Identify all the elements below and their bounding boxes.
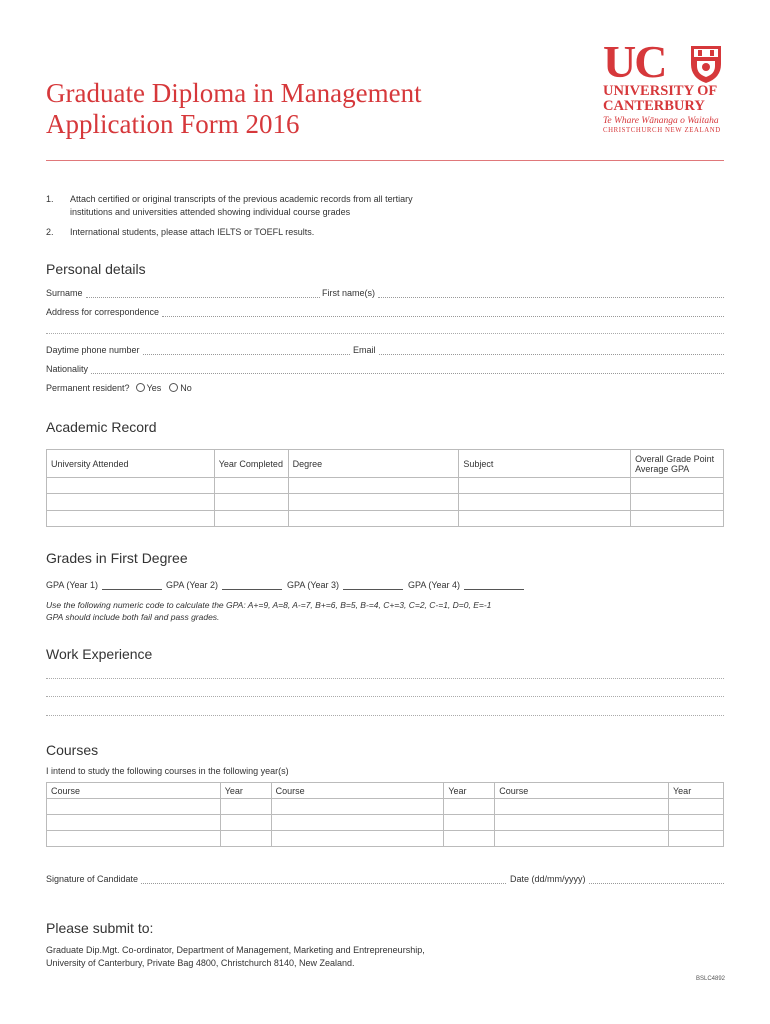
table-cell[interactable]	[495, 799, 669, 815]
table-cell[interactable]	[220, 815, 271, 831]
section-heading-academic: Academic Record	[46, 419, 157, 435]
table-cell[interactable]	[495, 815, 669, 831]
address-field[interactable]	[46, 307, 724, 317]
logo-maori-name: Te Whare Wānanga o Waitaha	[603, 116, 719, 126]
gpa-label: GPA (Year 1)	[46, 580, 99, 590]
column-header: Course	[47, 783, 221, 799]
phone-label: Daytime phone number	[46, 345, 140, 355]
header-divider	[46, 160, 724, 161]
title-line-2: Application Form 2016	[46, 109, 300, 139]
submit-address-line-2: University of Canterbury, Private Bag 4800, Christchurch 8140, New Zealand.	[46, 958, 355, 968]
work-experience-line[interactable]	[46, 696, 724, 697]
table-cell[interactable]	[631, 494, 724, 511]
table-cell[interactable]	[220, 831, 271, 847]
table-cell[interactable]	[214, 478, 288, 494]
first-names-label: First name(s)	[322, 288, 376, 298]
date-label: Date (dd/mm/yyyy)	[510, 874, 586, 884]
table-cell[interactable]	[495, 831, 669, 847]
resident-question	[46, 383, 192, 393]
section-heading-work: Work Experience	[46, 646, 153, 662]
gpa-note	[46, 599, 491, 623]
title-line-1: Graduate Diploma in Management	[46, 78, 422, 108]
column-header: Year Completed	[214, 450, 288, 478]
crest-icon	[689, 44, 723, 84]
instruction-text: Attach certified or original transcripts of the previous academic records from all tertiary institutions and universities attended showing individual course grades	[70, 194, 413, 217]
logo-letters: UC	[603, 36, 666, 87]
table-cell[interactable]	[271, 815, 444, 831]
table-cell[interactable]	[271, 799, 444, 815]
table-header-row	[47, 783, 724, 799]
gpa-year-2-field[interactable]	[166, 580, 282, 590]
radio-yes-label: Yes	[146, 383, 162, 393]
column-header: Year	[669, 783, 724, 799]
submit-address-line-1: Graduate Dip.Mgt. Co-ordinator, Department of Management, Marketing and Entrepreneurship,	[46, 945, 425, 955]
table-cell[interactable]	[47, 831, 221, 847]
signature-label: Signature of Candidate	[46, 874, 139, 884]
column-header: Subject	[459, 450, 631, 478]
first-names-field[interactable]	[322, 288, 724, 298]
table-cell[interactable]	[47, 494, 215, 511]
logo-city: CHRISTCHURCH NEW ZEALAND	[603, 127, 721, 134]
table-row	[47, 494, 724, 511]
email-field[interactable]	[353, 345, 724, 355]
gpa-label: GPA (Year 2)	[166, 580, 219, 590]
resident-no-option[interactable]	[169, 383, 192, 393]
section-heading-personal: Personal details	[46, 261, 146, 277]
table-cell[interactable]	[288, 478, 459, 494]
phone-field[interactable]	[46, 345, 350, 355]
table-row	[47, 478, 724, 494]
table-cell[interactable]	[669, 799, 724, 815]
table-cell[interactable]	[459, 478, 631, 494]
table-cell[interactable]	[669, 831, 724, 847]
section-heading-courses: Courses	[46, 742, 99, 758]
column-header: University Attended	[47, 450, 215, 478]
logo-name-line-1: UNIVERSITY OF	[603, 83, 718, 99]
column-header: Year	[220, 783, 271, 799]
instruction-item-2	[46, 226, 466, 239]
logo-name-line-2: CANTERBURY	[603, 98, 705, 114]
table-cell[interactable]	[631, 478, 724, 494]
radio-no-label: No	[180, 383, 192, 393]
table-cell[interactable]	[220, 799, 271, 815]
nationality-label: Nationality	[46, 364, 89, 374]
column-header: Year	[444, 783, 495, 799]
table-cell[interactable]	[288, 494, 459, 511]
gpa-label: GPA (Year 3)	[287, 580, 340, 590]
email-label: Email	[353, 345, 376, 355]
table-row	[47, 815, 724, 831]
address-label: Address for correspondence	[46, 307, 160, 317]
submit-address	[46, 944, 425, 970]
uc-logo	[603, 36, 725, 136]
gpa-year-4-field[interactable]	[408, 580, 524, 590]
surname-field[interactable]	[46, 288, 320, 298]
table-cell[interactable]	[631, 511, 724, 527]
nationality-field[interactable]	[46, 364, 724, 374]
table-cell[interactable]	[214, 494, 288, 511]
column-header: Course	[495, 783, 669, 799]
table-row	[47, 511, 724, 527]
address-field-line-2[interactable]	[46, 333, 724, 334]
courses-table	[46, 782, 724, 847]
resident-yes-option[interactable]	[136, 383, 162, 393]
work-experience-line[interactable]	[46, 678, 724, 679]
table-cell[interactable]	[47, 815, 221, 831]
table-row	[47, 831, 724, 847]
instruction-number: 1.	[46, 194, 54, 204]
resident-label: Permanent resident?	[46, 383, 130, 393]
table-cell[interactable]	[288, 511, 459, 527]
table-cell[interactable]	[47, 478, 215, 494]
table-cell[interactable]	[669, 815, 724, 831]
gpa-year-1-field[interactable]	[46, 580, 162, 590]
instruction-item-1	[46, 193, 466, 219]
table-row	[47, 799, 724, 815]
column-header: Overall Grade Point Average GPA	[631, 450, 724, 478]
surname-label: Surname	[46, 288, 83, 298]
section-heading-submit: Please submit to:	[46, 920, 154, 936]
gpa-year-3-field[interactable]	[287, 580, 403, 590]
gpa-note-line-1: Use the following numeric code to calculate the GPA: A+=9, A=8, A-=7, B+=6, B=5, B-=4, C+=3, C=2, C-=1, D=0, E=-1	[46, 600, 492, 610]
table-cell[interactable]	[444, 799, 495, 815]
gpa-label: GPA (Year 4)	[408, 580, 461, 590]
radio-no[interactable]	[169, 383, 178, 392]
column-header: Course	[271, 783, 444, 799]
table-cell[interactable]	[47, 799, 221, 815]
instruction-text: International students, please attach IELTS or TOEFL results.	[70, 227, 315, 237]
table-cell[interactable]	[271, 831, 444, 847]
date-field[interactable]	[510, 874, 724, 884]
column-header: Degree	[288, 450, 459, 478]
table-cell[interactable]	[459, 511, 631, 527]
signature-field[interactable]	[46, 874, 506, 884]
table-cell[interactable]	[444, 831, 495, 847]
table-cell[interactable]	[47, 511, 215, 527]
instruction-number: 2.	[46, 227, 54, 237]
work-experience-line[interactable]	[46, 715, 724, 716]
form-code: BSLC4892	[696, 976, 726, 982]
table-header-row	[47, 450, 724, 478]
gpa-note-line-2: GPA should include both fail and pass grades.	[46, 612, 220, 622]
table-cell[interactable]	[459, 494, 631, 511]
radio-yes[interactable]	[136, 383, 145, 392]
courses-intro: I intend to study the following courses in the following year(s)	[46, 766, 289, 776]
form-title	[46, 78, 422, 140]
academic-record-table	[46, 449, 724, 527]
logo-name	[603, 84, 725, 114]
table-cell[interactable]	[444, 815, 495, 831]
table-cell[interactable]	[214, 511, 288, 527]
section-heading-grades: Grades in First Degree	[46, 550, 188, 566]
